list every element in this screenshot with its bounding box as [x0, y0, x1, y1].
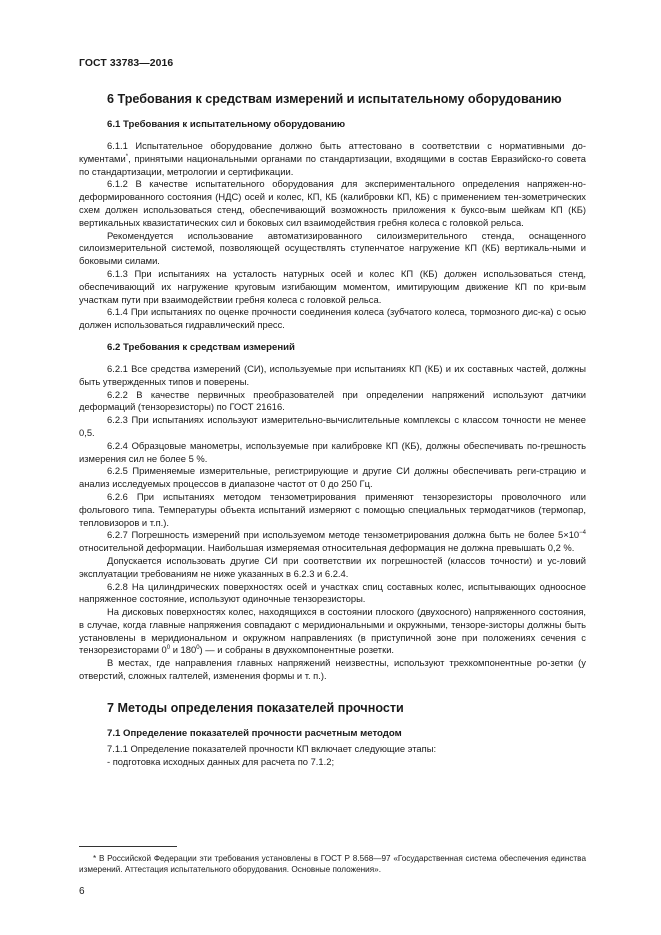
standard-code: ГОСТ 33783—2016: [79, 58, 174, 69]
subsection-7-1-heading: 7.1 Определение показателей прочности расчетным методом: [107, 727, 402, 739]
paragraph-6-2-8-unknown-directions: В местах, где направления главных напряжений неизвестны, используют трехкомпонентные ро-зетки (у отверстий, сложных галтелей, изменения формы и т. п.).: [79, 657, 586, 682]
section-7-heading: 7 Методы определения показателей прочности: [107, 700, 404, 715]
footnote-ref: *: [125, 153, 129, 160]
paragraph-6-2-5: 6.2.5 Применяемые измерительные, регистрирующие и другие СИ должны обеспечивать реги-страцию и анализ исследуемых процессов в диапазоне частот от 0 до 250 Гц.: [79, 465, 586, 490]
paragraph-6-2-6: 6.2.6 При испытаниях методом тензометрирования применяют тензорезисторы проволочного или фольгового типа. Температуры объекта испытаний измеряют с помощью специальных термодатчиков (термопар, тепловизоров и т.п.).: [79, 490, 586, 528]
paragraph-6-1-2-recommendation: Рекомендуется использование автоматизированного силоизмерительного стенда, оснащенного силоизмерительной системой, позволяющей осуществлять ступенчатое нагружение КП (КБ) вертикаль-ными и боковыми силами.: [79, 229, 586, 267]
section-6-heading: 6 Требования к средствам измерений и испытательному оборудованию: [107, 92, 562, 106]
paragraph-6-2-2: 6.2.2 В качестве первичных преобразователей при определении напряжений используют датчики деформаций (тензорезисторы) по ГОСТ 21616.: [79, 388, 586, 413]
paragraph-6-1-1: 6.1.1 Испытательное оборудование должно быть аттестовано в соответствии с нормативными до-кументами*, принятыми национальными органами по стандартизации, входящими в состав Евразийско-го совета по стандартизации, метрологии и сертификации.: [79, 140, 586, 177]
paragraph-6-2-7-allowance: Допускается использовать другие СИ при соответствии их погрешностей (классов точности) и ус-ловий эксплуатации требованиям не ниже указанных в 6.2.3 и 6.2.4.: [79, 554, 586, 579]
subsection-6-1-heading: 6.1 Требования к испытательному оборудованию: [107, 119, 346, 130]
paragraph-6-2-3: 6.2.3 При испытаниях используют измерительно-вычислительные комплексы с классом точности не менее 0,5.: [79, 414, 586, 438]
paragraph-6-2-8-disc-surfaces: На дисковых поверхностях колес, находящихся в состоянии плоского (двухосного) напряженного состояния, в случае, когда главные напряжения совпадают с меридиональными и окружными, тензоре-зисторы должны быть установлены в меридиональном и окружном направлениях (в приступичной зоне при положениях сечения с тензорезисторами $0^0$ и $180^0$) — и собраны в двухкомпонентные розетки.: [79, 606, 586, 656]
paragraph-6-1-4: 6.1.4 При испытаниях по оценке прочности соединения колеса (зубчатого колеса, тормозного дис-ка) с осью должен использоваться гидравлический пресс.: [79, 306, 586, 331]
paragraph-6-2-7: 6.2.7 Погрешность измерений при используемом методе тензометрирования должна быть не более $5\times 10^{-4}$ относительной деформации. Наибольшая измеряемая относительная деформация не должна превышать 0,2 %.: [79, 529, 586, 554]
paragraph-7-1-1: 7.1.1 Определение показателей прочности КП включает следующие этапы:: [107, 742, 437, 754]
footnote: * В Российской Федерации эти требования установлены в ГОСТ Р 8.568—97 «Государственная система обеспечения единства измерений. Аттестация испытательного оборудования. Основные положения».: [79, 854, 586, 875]
paragraph-6-1-2: 6.1.2 В качестве испытательного оборудования для экспериментального определения напряжен-но-деформированного состояния (НДС) осей и колес, КП, КБ (калибровки КП, КБ) с применением тен-зометрических схем должен использоваться стенд, обеспечивающий возможность приложения к буксо-вым шейкам КП (КБ) вертикальных квазистатических сил и боковых сил взаимодействия гребня колеса с головкой рельса.: [79, 178, 586, 228]
paragraph-6-2-4: 6.2.4 Образцовые манометры, используемые при калибровке КП (КБ), должны обеспечивать по-грешность измерения сил не более 5 %.: [79, 439, 586, 464]
paragraph-6-1-3: 6.1.3 При испытаниях на усталость натурных осей и колес КП (КБ) должен использоваться стенд, обеспечивающий их нагружение круговым изгибающим моментом, имитирующим движение КП по кри-вым участкам пути при взаимодействии гребня колеса с головкой рельса.: [79, 267, 586, 305]
paragraph-6-2-8: 6.2.8 На цилиндрических поверхностях осей и участках спиц составных колес, испытывающих одноосное напряженное состояние, используют одиночные тензорезисторы.: [79, 580, 586, 605]
subsection-6-2-heading: 6.2 Требования к средствам измерений: [107, 341, 295, 353]
paragraph-6-2-1: 6.2.1 Все средства измерений (СИ), используемые при испытаниях КП (КБ) и их составных частей, должны быть утвержденных типов и поверены.: [79, 362, 586, 387]
footnote-divider: [79, 846, 177, 847]
list-item-7-1-1: - подготовка исходных данных для расчета по 7.1.2;: [107, 755, 335, 767]
page-number: 6: [79, 886, 85, 897]
page-body: [79, 92, 586, 768]
